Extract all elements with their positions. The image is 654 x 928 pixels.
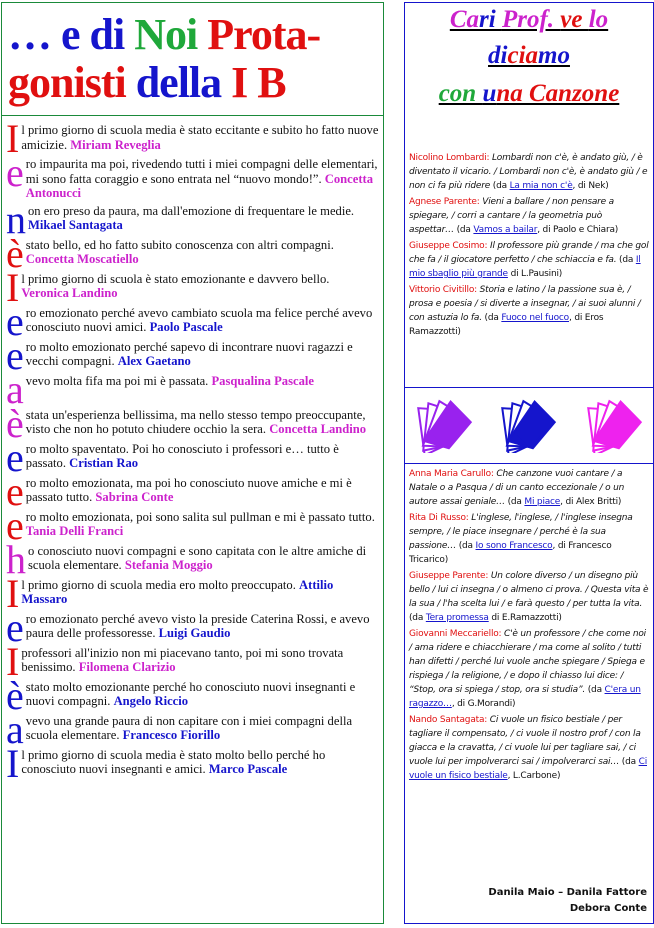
song-source: (da: [490, 181, 510, 191]
entry: [6, 604, 380, 650]
right-title-part: mo: [538, 42, 570, 69]
entry-text: vevo una grande paura di non capitare con i miei compagni della scuola elementare.: [25, 713, 353, 742]
right-title-part: Canzone: [529, 80, 620, 107]
song-source: (da: [481, 313, 502, 323]
song-item: [405, 195, 653, 237]
song-item: [405, 569, 653, 625]
entry: [6, 706, 380, 752]
drop-cap: a: [6, 706, 24, 752]
entry-author: Concetta Landino: [269, 422, 367, 436]
entry: [6, 638, 380, 684]
song-item: [405, 239, 653, 281]
song-quote: Un colore diverso / un disegno più bello / lui ci insegna / o almeno ci prova. / Questa vita è la sua / l'ha scelta lui / e farà questo / per tutta la vita.: [409, 571, 649, 609]
entry: [6, 570, 380, 616]
headline-word: della: [135, 58, 232, 107]
right-title: [405, 3, 653, 147]
song-quote: L'inglese, l'inglese, / l'inglese insegna sempre, / le piace insegnare / perché è la sua passione…: [409, 513, 633, 551]
entry-text: stato bello, ed ho fatto subito conoscenza con altri compagni.: [25, 237, 334, 252]
entry-text: ro molto emozionato perché sapevo di incontrare nuovi ragazzi e vecchi compagni.: [25, 339, 353, 368]
entry-author: Angelo Riccio: [113, 694, 189, 708]
entry: [6, 502, 380, 548]
song-source: , di Paolo e Chiara): [537, 225, 619, 235]
signature-line-1: Danila Maio – Danila Fattore: [488, 887, 647, 898]
entry-text: ro impaurita ma poi, rivedendo tutti i miei compagni delle elementari, mi sono fatta coraggio e sono entrata nel “nuovo mondo!”.: [25, 157, 378, 186]
drop-cap: è: [6, 230, 24, 276]
song-source: (da: [585, 685, 605, 695]
song-author: Nando Santagata:: [409, 715, 488, 725]
entry-author: Marco Pascale: [208, 762, 288, 776]
entry: [6, 366, 380, 412]
song-quote: Vieni a ballare / non pensare a spiegare, / corri a cantare / la geometria può aspettar…: [409, 197, 614, 235]
drop-cap: è: [6, 400, 24, 446]
drop-cap: I: [6, 740, 20, 786]
song-item: [405, 511, 653, 567]
entry-author: Pasqualina Pascale: [211, 373, 314, 388]
drop-cap: n: [6, 196, 26, 242]
song-author: Giovanni Meccariello:: [409, 629, 502, 639]
drop-cap: e: [6, 604, 24, 650]
entry: [6, 434, 380, 480]
hand-icon: [585, 395, 643, 453]
song-title: La mia non c'è: [509, 181, 573, 191]
song-source: di E.Ramazzotti): [488, 613, 562, 623]
entry-text: ro molto emozionata, poi sono salita sul pullman e mi è passato tutto.: [25, 509, 375, 524]
entries-list: [6, 116, 380, 786]
entry-text: l primo giorno di scuola media è stato molto bello perché ho conosciuto nuovi insegnanti e amici.: [21, 747, 326, 776]
song-source: , di Nek): [572, 181, 609, 191]
drop-cap: e: [6, 298, 24, 344]
drop-cap: e: [6, 502, 24, 548]
entry-text: ro emozionato perché avevo cambiato scuola ma felice perché avevo conosciuto nuovi amici.: [25, 305, 373, 334]
drop-cap: e: [6, 332, 24, 378]
entry: [6, 150, 380, 201]
signature-line-2: Debora Conte: [569, 903, 647, 914]
entry-text: l primo giorno di scuola è stato emozionante e davvero bello.: [21, 271, 330, 286]
song-title: Mi piace: [524, 497, 561, 507]
entry: [6, 196, 380, 242]
drop-cap: e: [6, 150, 24, 195]
song-title: Io sono Francesco: [475, 541, 553, 551]
song-source: , L.Carbone): [507, 771, 561, 781]
song-author: Nicolino Lombardi:: [409, 153, 490, 163]
entry-text: on ero preso da paura, ma dall'emozione di frequentare le medie.: [28, 203, 355, 218]
entry: [6, 536, 380, 582]
entry: [6, 468, 380, 514]
headline-word: gonisti: [8, 58, 136, 107]
icons-row: [405, 389, 653, 463]
entry: [6, 230, 380, 276]
song-quote: Il professore più grande / ma che gol che fa / il giocatore perfetto / che schiaccia e fa.: [409, 241, 649, 265]
right-title-part: Prof.: [501, 6, 561, 33]
right-title-part: Ca: [449, 6, 479, 33]
song-source: (da: [456, 541, 476, 551]
song-item: [405, 627, 653, 711]
song-source: (da: [619, 757, 639, 767]
entry-text: l primo giorno di scuola media è stato eccitante e subito ho fatto nuove amicizie.: [21, 123, 379, 152]
hand-icon: [415, 395, 473, 453]
right-title-row: [405, 5, 653, 35]
entry-text: ro molto spaventato. Poi ho conosciuto i professori e… tutto è passato.: [25, 441, 339, 470]
entry-text: vevo molta fifa ma poi mi è passata.: [25, 373, 212, 388]
headline: [2, 3, 383, 116]
entry-author: Stefania Moggio: [124, 558, 213, 572]
entry-text: ro emozionato perché avevo visto la preside Caterina Rossi, e avevo paura delle professoresse.: [25, 611, 370, 640]
right-title-part: ri: [479, 6, 502, 33]
entry-author: Miriam Reveglia: [70, 137, 161, 152]
entry-text: stato molto emozionante perché ho conosciuto nuovi insegnanti e nuovi compagni.: [25, 679, 356, 708]
headline-word: Prota-: [207, 10, 321, 59]
song-author: Giuseppe Parente:: [409, 571, 489, 581]
headline-word: Noi: [134, 10, 208, 59]
entry-author: Concetta Antonucci: [25, 171, 374, 200]
song-source: (da: [616, 255, 636, 265]
song-item: [405, 151, 653, 193]
song-item: [405, 713, 653, 783]
entry: [6, 264, 380, 310]
right-column: [404, 2, 654, 924]
song-source: di L.Pausini): [507, 269, 563, 279]
song-item: [405, 467, 653, 509]
song-quote: C'è un professore / che come noi / ama ridere e chiacchierare / ma come al solito / tutti han difetti / perché lui vuole anche spiegare / Spiega e rispiega / la religione, / e dopo il chiasso lui dice: / “Stop, ora si spiega / stop, ora si studia”.: [409, 629, 646, 695]
drop-cap: è: [6, 672, 24, 718]
right-title-part: u: [482, 80, 497, 107]
hand-icon: [499, 395, 557, 453]
song-author: Rita Di Russo:: [409, 513, 469, 523]
entry-text: stata un'esperienza bellissima, ma nello stesso tempo preoccupante, visto che non ho potuto chiudere occhio la sera.: [25, 407, 366, 436]
song-title: Il mio sbaglio più grande: [409, 255, 641, 279]
song-author: Anna Maria Carullo:: [409, 469, 494, 479]
song-title: Tera promessa: [425, 613, 489, 623]
entry-author: Paolo Pascale: [149, 320, 223, 334]
entry-author: Francesco Fiorillo: [122, 728, 221, 742]
right-title-part: di: [488, 42, 508, 69]
headline-word: I B: [231, 58, 286, 107]
entry: [6, 116, 380, 161]
song-author: Agnese Parente:: [409, 197, 480, 207]
song-quote: Ci vuole un fisico bestiale / per tagliare il compensato, / ci vuole il nostro prof / con la giacca e la cravatta, / ci vuole lui per tagliare sai, / ci vuole lui per impolverarci sai / impolverarci sai…: [409, 715, 641, 767]
drop-cap: I: [6, 638, 20, 684]
entry-author: Filomena Clarizio: [78, 660, 176, 674]
song-source: , di Eros Ramazzotti): [409, 313, 604, 337]
right-title-row: [405, 41, 653, 71]
entry-author: Tania Delli Franci: [25, 524, 124, 538]
song-source: (da: [453, 225, 474, 235]
entry: [6, 332, 380, 378]
song-title: Fuoco nel fuoco: [501, 313, 569, 323]
right-title-part: na: [496, 80, 529, 107]
drop-cap: a: [6, 366, 24, 412]
headline-line-1: [8, 11, 320, 59]
song-source: (da: [409, 613, 426, 623]
song-quote: Lombardi non c'è, è andato giù, / è diventato il vicario. / Lombardi non c'è, è andato giù / e non ci fa più ridere: [409, 153, 648, 191]
right-title-part: lo: [588, 6, 609, 33]
song-item: [405, 283, 653, 339]
song-author: Giuseppe Cosimo:: [409, 241, 488, 251]
song-source: , di Alex Britti): [560, 497, 622, 507]
signature: [488, 885, 647, 917]
entry: [6, 298, 380, 344]
right-title-part: con: [438, 80, 483, 107]
song-author: Vittorio Civitillo:: [409, 285, 477, 295]
headline-word: … e di: [8, 10, 135, 59]
entry-author: Luigi Gaudio: [158, 626, 231, 640]
song-quote: Storia e latino / la passione sua è, / prosa e poesia / si diverte a insegnar, / ai suoi alunni / con astuzia lo fa.: [409, 285, 641, 323]
entry-author: Cristian Rao: [69, 456, 139, 470]
song-source: (da: [504, 497, 525, 507]
divider-bottom: [405, 463, 653, 464]
songs-top: [405, 151, 653, 341]
song-source: , di Francesco Tricarico): [409, 541, 612, 565]
song-title: Ci vuole un fisico bestiale: [409, 757, 647, 781]
songs-bottom: [405, 467, 653, 785]
entry: [6, 740, 380, 786]
song-title: Vamos a bailar: [473, 225, 538, 235]
right-title-part: cia: [507, 42, 539, 69]
entry-author: Sabrina Conte: [95, 490, 174, 504]
right-title-row: [405, 79, 653, 109]
entry-author: Mikael Santagata: [28, 218, 123, 232]
drop-cap: I: [6, 570, 20, 616]
headline-line-2: [8, 59, 286, 107]
entry-author: Veronica Landino: [21, 286, 118, 300]
entry-text: l primo giorno di scuola media ero molto preoccupato.: [21, 577, 300, 592]
left-column: [1, 2, 384, 924]
drop-cap: e: [6, 434, 24, 480]
song-title: C'era un ragazzo…: [409, 685, 641, 709]
drop-cap: e: [6, 468, 24, 514]
entry-author: Concetta Moscatiello: [25, 252, 139, 266]
drop-cap: h: [6, 536, 26, 582]
entry-text: o conosciuto nuovi compagni e sono capitata con le altre amiche di scuola elementare.: [28, 543, 367, 572]
entry: [6, 400, 380, 446]
song-quote: Che canzone vuoi cantare / a Natale o a Pasqua / di un canto eccezionale / o un autore assai geniale…: [409, 469, 625, 507]
drop-cap: I: [6, 264, 20, 310]
entry: [6, 672, 380, 718]
right-title-part: ve: [560, 6, 589, 33]
divider-top: [405, 387, 653, 388]
song-source: , di G.Morandi): [451, 699, 516, 709]
entry-author: Alex Gaetano: [117, 354, 191, 368]
entry-text: ro molto emozionata, ma poi ho conosciuto nuove amiche e mi è passato tutto.: [25, 475, 352, 504]
drop-cap: I: [6, 116, 20, 161]
entry-author: Attilio Massaro: [21, 577, 334, 606]
entry-text: professori all'inizio non mi piacevano tanto, poi mi sono trovata benissimo.: [21, 645, 344, 674]
